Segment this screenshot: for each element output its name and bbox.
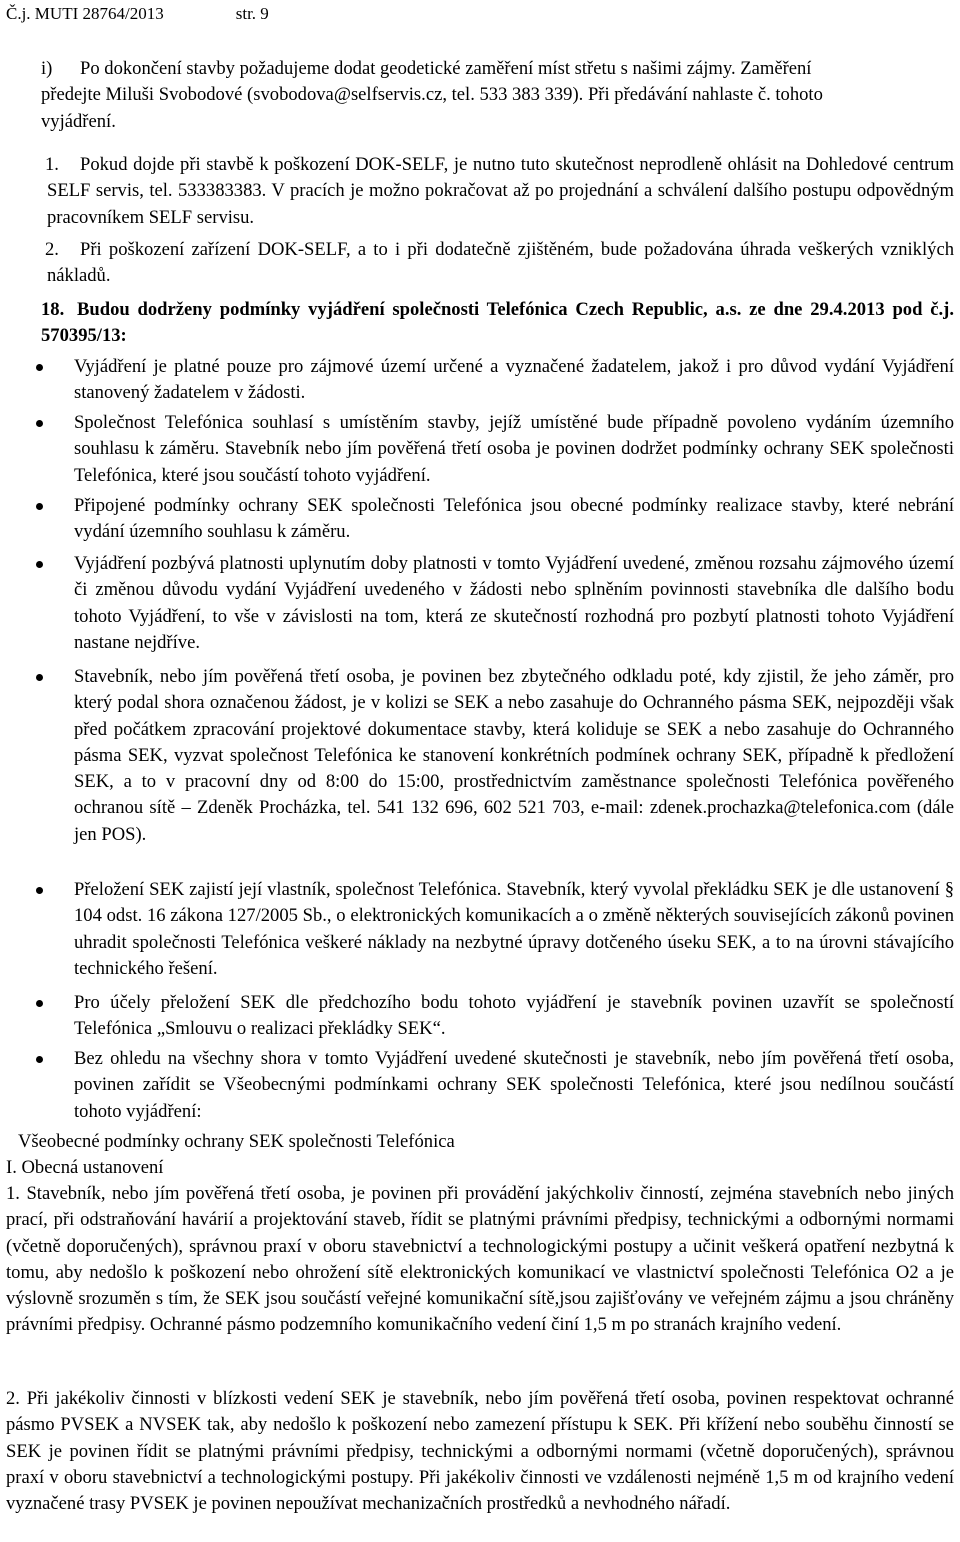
bullet-icon — [36, 887, 43, 894]
self-item-1-label: 1. — [45, 154, 59, 175]
conditions-paragraph-1: 1. Stavebník, nebo jím pověřená třetí osoba, je povinen při provádění jakýchkoliv činností, zejména stavebních nebo jiných prací, při odstraňování havárií a projektování staveb, řídit se platnými právními předpisy, technickými a odbornými normami (včetně doporučených), správnou praxí v oboru stavebnictví a technologickými postupy a učinit veškerá opatření nezbytná k tomu, aby nedošlo k poškození nebo ohrožení sítě elektronických komunikací ve vlastnictví společnosti Telefónica O2 a je výslovně srozuměn s tím, že SEK jsou součástí veřejné komunikační sítě,jsou zajišťovány ve veřejném zájmu a jsou chráněny právními předpisy. Ochranné pásmo podzemního komunikačního vedení činí 1,5 m po stranách krajního vedení. — [6, 1183, 954, 1336]
item-i-label: i) — [41, 58, 53, 79]
bullet-2: Společnost Telefónica souhlasí s umístěním stavby, jejíž umístěné bude případně povoleno vydáním územního souhlasu k záměru. Stavebník nebo jím pověřená třetí osoba je povinen dodržet podmínky ochrany SEK společnosti Telefónica, které jsou součástí tohoto vyjádření. — [74, 412, 954, 486]
bullet-icon — [36, 674, 43, 681]
bullet-icon — [36, 503, 43, 510]
bullet-3: Připojené podmínky ochrany SEK společnosti Telefónica jsou obecné podmínky realizace stavby, které nebrání vydání územního souhlasu k záměru. — [74, 495, 954, 543]
self-item-2-text: Při poškození zařízení DOK-SELF, a to i při dodatečně zjištěném, bude požadována úhrada veškerých vzniklých nákladů. — [47, 239, 954, 287]
section-18-label: 18. — [41, 299, 65, 320]
page-number: str. 9 — [235, 4, 269, 23]
page-header — [6, 3, 269, 25]
bullet-1: Vyjádření je platné pouze pro zájmové území určené a vyznačené žadatelem, jakož i pro důvod vydání Vyjádření stanovený žadatelem v žádosti. — [74, 356, 954, 404]
bullet-4: Vyjádření pozbývá platnosti uplynutím doby platnosti v tomto Vyjádření uvedené, změnou rozsahu zájmového území či změnou důvodu vydání Vyjádření uvedeného v žádosti nebo splněním povinnosti stavebníka dle dalšího bodu tohoto Vyjádření, to vše v závislosti na tom, která ze skutečností rozhodná pro pozbytí platnosti tohoto Vyjádření nastane nejdříve. — [74, 553, 954, 653]
document-reference: Č.j. MUTI 28764/2013 — [6, 4, 164, 23]
bullet-icon — [36, 364, 43, 371]
bullet-5: Stavebník, nebo jím pověřená třetí osoba, je povinen bez zbytečného odkladu poté, kdy zjistil, že jeho záměr, pro který podal shora označenou žádost, je v kolizi se SEK a nebo zasahuje do Ochranného pásma SEK, nejpozději však před počátkem zpracování projektové dokumentace stavby, která koliduje se SEK a nebo zasahuje do Ochranného pásma SEK, vyzvat společnost Telefónica ke stanovení konkrétních podmínek ochrany SEK, případně k předložení SEK, a to v pracovní dny od 8:00 do 15:00, prostřednictvím zaměstnance společnosti Telefónica pověřeného ochranou sítě – Zdeněk Procházka, tel. 541 132 696, 602 521 703, e-mail: zdenek.prochazka@telefonica.com (dále jen POS). — [74, 666, 954, 845]
bullet-8: Bez ohledu na všechny shora v tomto Vyjádření uvedené skutečnosti je stavebník, nebo jím pověřená třetí osoba, povinen zařídit se Všeobecnými podmínkami ochrany SEK společnosti Telefónica, které jsou nedílnou součástí tohoto vyjádření: — [74, 1048, 954, 1122]
bullet-6: Přeložení SEK zajistí její vlastník, společnost Telefónica. Stavebník, který vyvolal překládku SEK je dle ustanovení § 104 odst. 16 zákona 127/2005 Sb., o elektronických komunikacích a o změně některých souvisejících zákonů povinen uhradit společnosti Telefónica veškeré náklady na nezbytné úpravy dotčeného úseku SEK, a to na úrovni stávajícího technického řešení. — [74, 879, 954, 979]
self-item-1-content: Pokud dojde při stavbě k poškození DOK-SELF, je nutno tuto skutečnost neprodleně ohlásit na Dohledové centrum SELF servis, tel. 533383383. V pracích je možno pokračovat až po projednání a schválení dalšího postupu odpovědným pracovníkem SELF servisu. — [47, 154, 954, 228]
conditions-paragraph-2: 2. Při jakékoliv činnosti v blízkosti vedení SEK je stavebník, nebo jím pověřená třetí osoba, povinen respektovat ochranné pásmo PVSEK a NVSEK tak, aby nedošlo k poškození nebo zamezení přístupu k SEK. Při křížení nebo souběhu činností se SEK je povinen řídit se platnými právními předpisy, technickými a odbornými normami (včetně doporučených), správnou praxí v oboru stavebnictví a technologickými postupy. Při jakékoliv činnosti ve vzdálenosti nejméně 1,5 m od krajního vedení vyznačené trasy PVSEK je povinen nepoužívat mechanizačních prostředků a nevhodného nářadí. — [6, 1388, 954, 1515]
self-item-1-text — [47, 152, 954, 231]
bullet-icon — [36, 561, 43, 568]
section-18-heading: Budou dodrženy podmínky vyjádření společnosti Telefónica Czech Republic, a.s. ze dne 29.4.2013 pod č.j. 570395/13: — [41, 299, 954, 347]
bullet-icon — [36, 420, 43, 427]
conditions-section: I. Obecná ustanovení — [6, 1157, 164, 1178]
self-item-2-label: 2. — [45, 239, 59, 260]
bullet-7: Pro účely přeložení SEK dle předchozího bodu tohoto vyjádření je stavebník povinen uzavřít se společností Telefónica „Smlouvu o realizaci překládky SEK“. — [74, 992, 954, 1040]
conditions-title: Všeobecné podmínky ochrany SEK společnosti Telefónica — [18, 1131, 455, 1152]
item-i-text: Po dokončení stavby požadujeme dodat geodetické zaměření míst střetu s našimi zájmy. Zaměření předejte Miluši Svobodové (svobodova@selfservis.cz, tel. 533 383 339). Při předávání nahlaste č. tohoto vyjádření. — [41, 58, 823, 132]
bullet-icon — [36, 1000, 43, 1007]
bullet-icon — [36, 1056, 43, 1063]
